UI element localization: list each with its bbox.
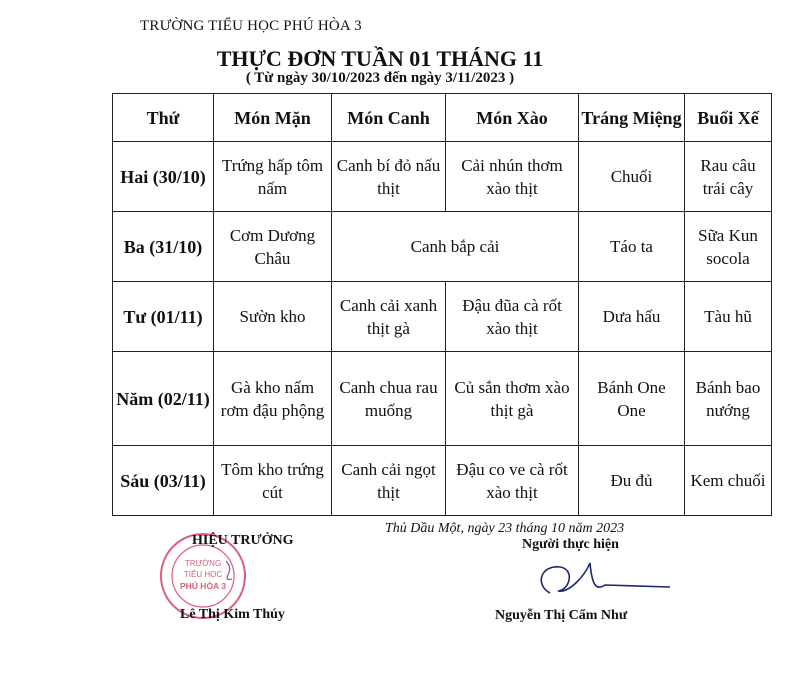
preparer-name: Nguyễn Thị Cẩm Như: [495, 608, 628, 623]
day-cell: Hai (30/10): [113, 142, 214, 212]
header-trang-mieng: Tráng Miệng: [579, 94, 685, 142]
canh-cell: Canh chua rau muống: [332, 352, 446, 446]
stamp-text-line1: TRƯỜNG: [184, 559, 222, 568]
school-name: TRƯỜNG TIỂU HỌC PHÚ HÒA 3: [140, 18, 362, 34]
man-cell: Gà kho nấm rơm đậu phộng: [214, 352, 332, 446]
menu-table: [112, 93, 772, 516]
table-row: [113, 446, 772, 516]
header-xao: Món Xào: [446, 94, 579, 142]
man-cell: Tôm kho trứng cút: [214, 446, 332, 516]
table-row: [113, 282, 772, 352]
xao-cell: Đậu đũa cà rốt xào thịt: [446, 282, 579, 352]
principal-name: Lê Thị Kim Thúy: [180, 607, 285, 622]
header-buoi-xe: Buổi Xế: [685, 94, 772, 142]
canh-cell: Canh cải xanh thịt gà: [332, 282, 446, 352]
table-row: [113, 352, 772, 446]
header-day: Thứ: [113, 94, 214, 142]
trang-mieng-cell: Bánh One One: [579, 352, 685, 446]
header-canh: Món Canh: [332, 94, 446, 142]
day-cell: Tư (01/11): [113, 282, 214, 352]
canh-xao-merged-cell: Canh bắp cải: [332, 212, 579, 282]
xao-cell: Củ sắn thơm xào thịt gà: [446, 352, 579, 446]
preparer-title: Người thực hiện: [522, 537, 619, 552]
principal-title: HIỆU TRƯỞNG: [192, 533, 294, 548]
man-cell: Sườn kho: [214, 282, 332, 352]
trang-mieng-cell: Táo ta: [579, 212, 685, 282]
signature-stroke: [541, 563, 670, 593]
day-cell: Sáu (03/11): [113, 446, 214, 516]
xao-cell: Đậu co ve cà rốt xào thịt: [446, 446, 579, 516]
trang-mieng-cell: Chuối: [579, 142, 685, 212]
stamp-text-line2: TIỂU HỌC: [183, 570, 223, 579]
preparer-signature: [530, 555, 680, 605]
trang-mieng-cell: Đu đủ: [579, 446, 685, 516]
trang-mieng-cell: Dưa hấu: [579, 282, 685, 352]
buoi-xe-cell: Kem chuối: [685, 446, 772, 516]
dateline: Thủ Dầu Một, ngày 23 tháng 10 năm 2023: [385, 521, 625, 536]
buoi-xe-cell: Rau câu trái cây: [685, 142, 772, 212]
xao-cell: Cải nhún thơm xào thịt: [446, 142, 579, 212]
page-title: THỰC ĐƠN TUẦN 01 THÁNG 11: [216, 46, 544, 71]
table-row: [113, 212, 772, 282]
buoi-xe-cell: Sữa Kun socola: [685, 212, 772, 282]
man-cell: Cơm Dương Châu: [214, 212, 332, 282]
canh-cell: Canh bí đỏ nấu thịt: [332, 142, 446, 212]
day-cell: Ba (31/10): [113, 212, 214, 282]
man-cell: Trứng hấp tôm nấm: [214, 142, 332, 212]
day-cell: Năm (02/11): [113, 352, 214, 446]
table-row: [113, 142, 772, 212]
table-header-row: [113, 94, 772, 142]
buoi-xe-cell: Bánh bao nướng: [685, 352, 772, 446]
header-man: Món Mặn: [214, 94, 332, 142]
buoi-xe-cell: Tàu hũ: [685, 282, 772, 352]
stamp-text-line3: PHÚ HÒA 3: [180, 581, 226, 591]
page-subtitle: ( Từ ngày 30/10/2023 đến ngày 3/11/2023 ): [245, 70, 515, 86]
canh-cell: Canh cải ngọt thịt: [332, 446, 446, 516]
